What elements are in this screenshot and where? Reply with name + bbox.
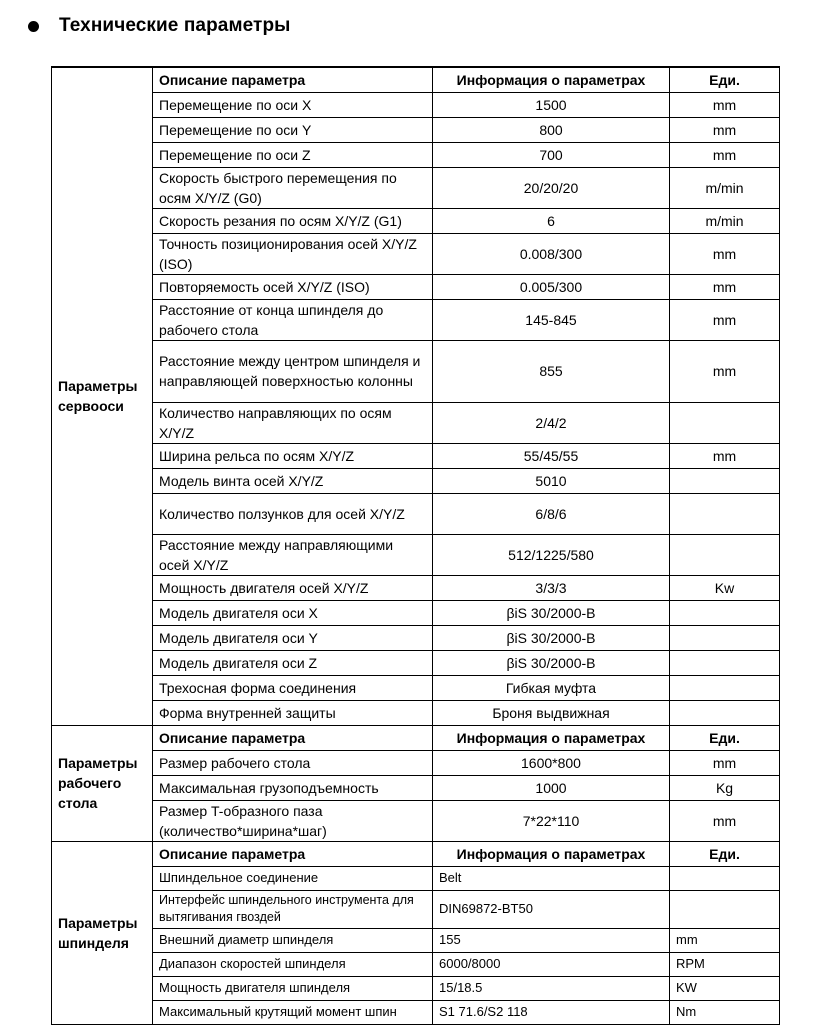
table-row (52, 866, 780, 890)
param-cell: Внешний диаметр шпинделя (153, 928, 433, 952)
table-row (52, 208, 780, 233)
table-row (52, 534, 780, 575)
table-row (52, 976, 780, 1000)
unit-cell (670, 493, 780, 534)
param-cell: Скорость быстрого перемещения по осям X/Y/Z (G0) (153, 167, 433, 208)
table-row (52, 117, 780, 142)
param-cell: Размер T-образного паза (количество*ширина*шаг) (153, 800, 433, 841)
unit-cell (670, 675, 780, 700)
param-cell: Модель двигателя оси Y (153, 625, 433, 650)
unit-cell (670, 468, 780, 493)
unit-cell: RPM (670, 952, 780, 976)
table-row (52, 575, 780, 600)
info-cell: 1000 (433, 775, 670, 800)
table-row (52, 299, 780, 340)
table-row (52, 142, 780, 167)
param-cell: Ширина рельса по осям X/Y/Z (153, 443, 433, 468)
unit-cell (670, 600, 780, 625)
unit-cell: m/min (670, 167, 780, 208)
section-title-servo: Параметры сервооси (52, 67, 153, 725)
info-cell: 512/1225/580 (433, 534, 670, 575)
header-param: Описание параметра (153, 725, 433, 750)
unit-cell: mm (670, 233, 780, 274)
table-row (52, 600, 780, 625)
table-row (52, 233, 780, 274)
table-row (52, 800, 780, 841)
unit-cell: mm (670, 750, 780, 775)
table-row (52, 775, 780, 800)
unit-cell: m/min (670, 208, 780, 233)
param-cell: Трехосная форма соединения (153, 675, 433, 700)
param-cell: Размер рабочего стола (153, 750, 433, 775)
table-row (52, 952, 780, 976)
info-cell: 0.008/300 (433, 233, 670, 274)
info-cell: 800 (433, 117, 670, 142)
param-cell: Перемещение по оси Z (153, 142, 433, 167)
info-cell: Belt (433, 866, 670, 890)
unit-cell: mm (670, 274, 780, 299)
header-param: Описание параметра (153, 67, 433, 92)
table-row (52, 625, 780, 650)
info-cell: βiS 30/2000-B (433, 600, 670, 625)
info-cell: 6/8/6 (433, 493, 670, 534)
table-row (52, 402, 780, 443)
unit-cell (670, 650, 780, 675)
unit-cell (670, 534, 780, 575)
info-cell: βiS 30/2000-B (433, 650, 670, 675)
info-cell: DIN69872-BT50 (433, 890, 670, 928)
param-cell: Количество ползунков для осей X/Y/Z (153, 493, 433, 534)
info-cell: Гибкая муфта (433, 675, 670, 700)
section-title-table: Параметры рабочего стола (52, 725, 153, 841)
info-cell: 0.005/300 (433, 274, 670, 299)
param-cell: Расстояние от конца шпинделя до рабочего стола (153, 299, 433, 340)
bullet-icon (28, 21, 39, 32)
unit-cell: mm (670, 299, 780, 340)
unit-cell: mm (670, 340, 780, 402)
table-row (52, 890, 780, 928)
unit-cell: mm (670, 800, 780, 841)
table-row (52, 700, 780, 725)
unit-cell: KW (670, 976, 780, 1000)
unit-cell (670, 866, 780, 890)
header-info: Информация о параметрах (433, 725, 670, 750)
param-cell: Перемещение по оси X (153, 92, 433, 117)
unit-cell: mm (670, 928, 780, 952)
info-cell: 145-845 (433, 299, 670, 340)
info-cell: 6000/8000 (433, 952, 670, 976)
info-cell: 55/45/55 (433, 443, 670, 468)
header-unit: Еди. (670, 841, 780, 866)
table-header-row (52, 67, 780, 92)
unit-cell: mm (670, 92, 780, 117)
table-row (52, 92, 780, 117)
unit-cell: Nm (670, 1000, 780, 1024)
param-cell: Форма внутренней защиты (153, 700, 433, 725)
param-cell: Модель винта осей X/Y/Z (153, 468, 433, 493)
param-cell: Точность позиционирования осей X/Y/Z (ISO) (153, 233, 433, 274)
param-cell: Мощность двигателя осей X/Y/Z (153, 575, 433, 600)
header-unit: Еди. (670, 67, 780, 92)
info-cell: 2/4/2 (433, 402, 670, 443)
unit-cell: mm (670, 443, 780, 468)
table-row (52, 928, 780, 952)
info-cell: 5010 (433, 468, 670, 493)
section-title-spindle: Параметры шпинделя (52, 841, 153, 1024)
table-row (52, 167, 780, 208)
info-cell: 700 (433, 142, 670, 167)
unit-cell: Kw (670, 575, 780, 600)
info-cell: 855 (433, 340, 670, 402)
unit-cell: Kg (670, 775, 780, 800)
info-cell: 7*22*110 (433, 800, 670, 841)
unit-cell: mm (670, 142, 780, 167)
table-row (52, 493, 780, 534)
param-cell: Перемещение по оси Y (153, 117, 433, 142)
unit-cell (670, 402, 780, 443)
table-row (52, 468, 780, 493)
unit-cell (670, 700, 780, 725)
header-unit: Еди. (670, 725, 780, 750)
page-title: Технические параметры (59, 15, 291, 36)
unit-cell (670, 625, 780, 650)
table-row (52, 675, 780, 700)
table-row (52, 340, 780, 402)
param-cell: Расстояние между центром шпинделя и направляющей поверхностью колонны (153, 340, 433, 402)
param-cell: Модель двигателя оси X (153, 600, 433, 625)
table-row (52, 1000, 780, 1024)
header-info: Информация о параметрах (433, 841, 670, 866)
table-header-row (52, 725, 780, 750)
info-cell: 155 (433, 928, 670, 952)
info-cell: 20/20/20 (433, 167, 670, 208)
param-cell: Расстояние между направляющими осей X/Y/Z (153, 534, 433, 575)
header-info: Информация о параметрах (433, 67, 670, 92)
info-cell: 6 (433, 208, 670, 233)
param-cell: Максимальный крутящий момент шпин (153, 1000, 433, 1024)
spec-table (51, 66, 780, 1025)
param-cell: Мощность двигателя шпинделя (153, 976, 433, 1000)
unit-cell: mm (670, 117, 780, 142)
param-cell: Диапазон скоростей шпинделя (153, 952, 433, 976)
section-heading (28, 13, 290, 39)
table-header-row (52, 841, 780, 866)
info-cell: 15/18.5 (433, 976, 670, 1000)
param-cell: Скорость резания по осям X/Y/Z (G1) (153, 208, 433, 233)
table-row (52, 443, 780, 468)
info-cell: βiS 30/2000-B (433, 625, 670, 650)
info-cell: 1600*800 (433, 750, 670, 775)
param-cell: Модель двигателя оси Z (153, 650, 433, 675)
table-row (52, 650, 780, 675)
header-param: Описание параметра (153, 841, 433, 866)
param-cell: Шпиндельное соединение (153, 866, 433, 890)
param-cell: Интерфейс шпиндельного инструмента для вытягивания гвоздей (153, 890, 433, 928)
table-row (52, 274, 780, 299)
info-cell: S1 71.6/S2 118 (433, 1000, 670, 1024)
param-cell: Повторяемость осей X/Y/Z (ISO) (153, 274, 433, 299)
param-cell: Максимальная грузоподъемность (153, 775, 433, 800)
table-row (52, 750, 780, 775)
info-cell: Броня выдвижная (433, 700, 670, 725)
info-cell: 1500 (433, 92, 670, 117)
info-cell: 3/3/3 (433, 575, 670, 600)
param-cell: Количество направляющих по осям X/Y/Z (153, 402, 433, 443)
unit-cell (670, 890, 780, 928)
